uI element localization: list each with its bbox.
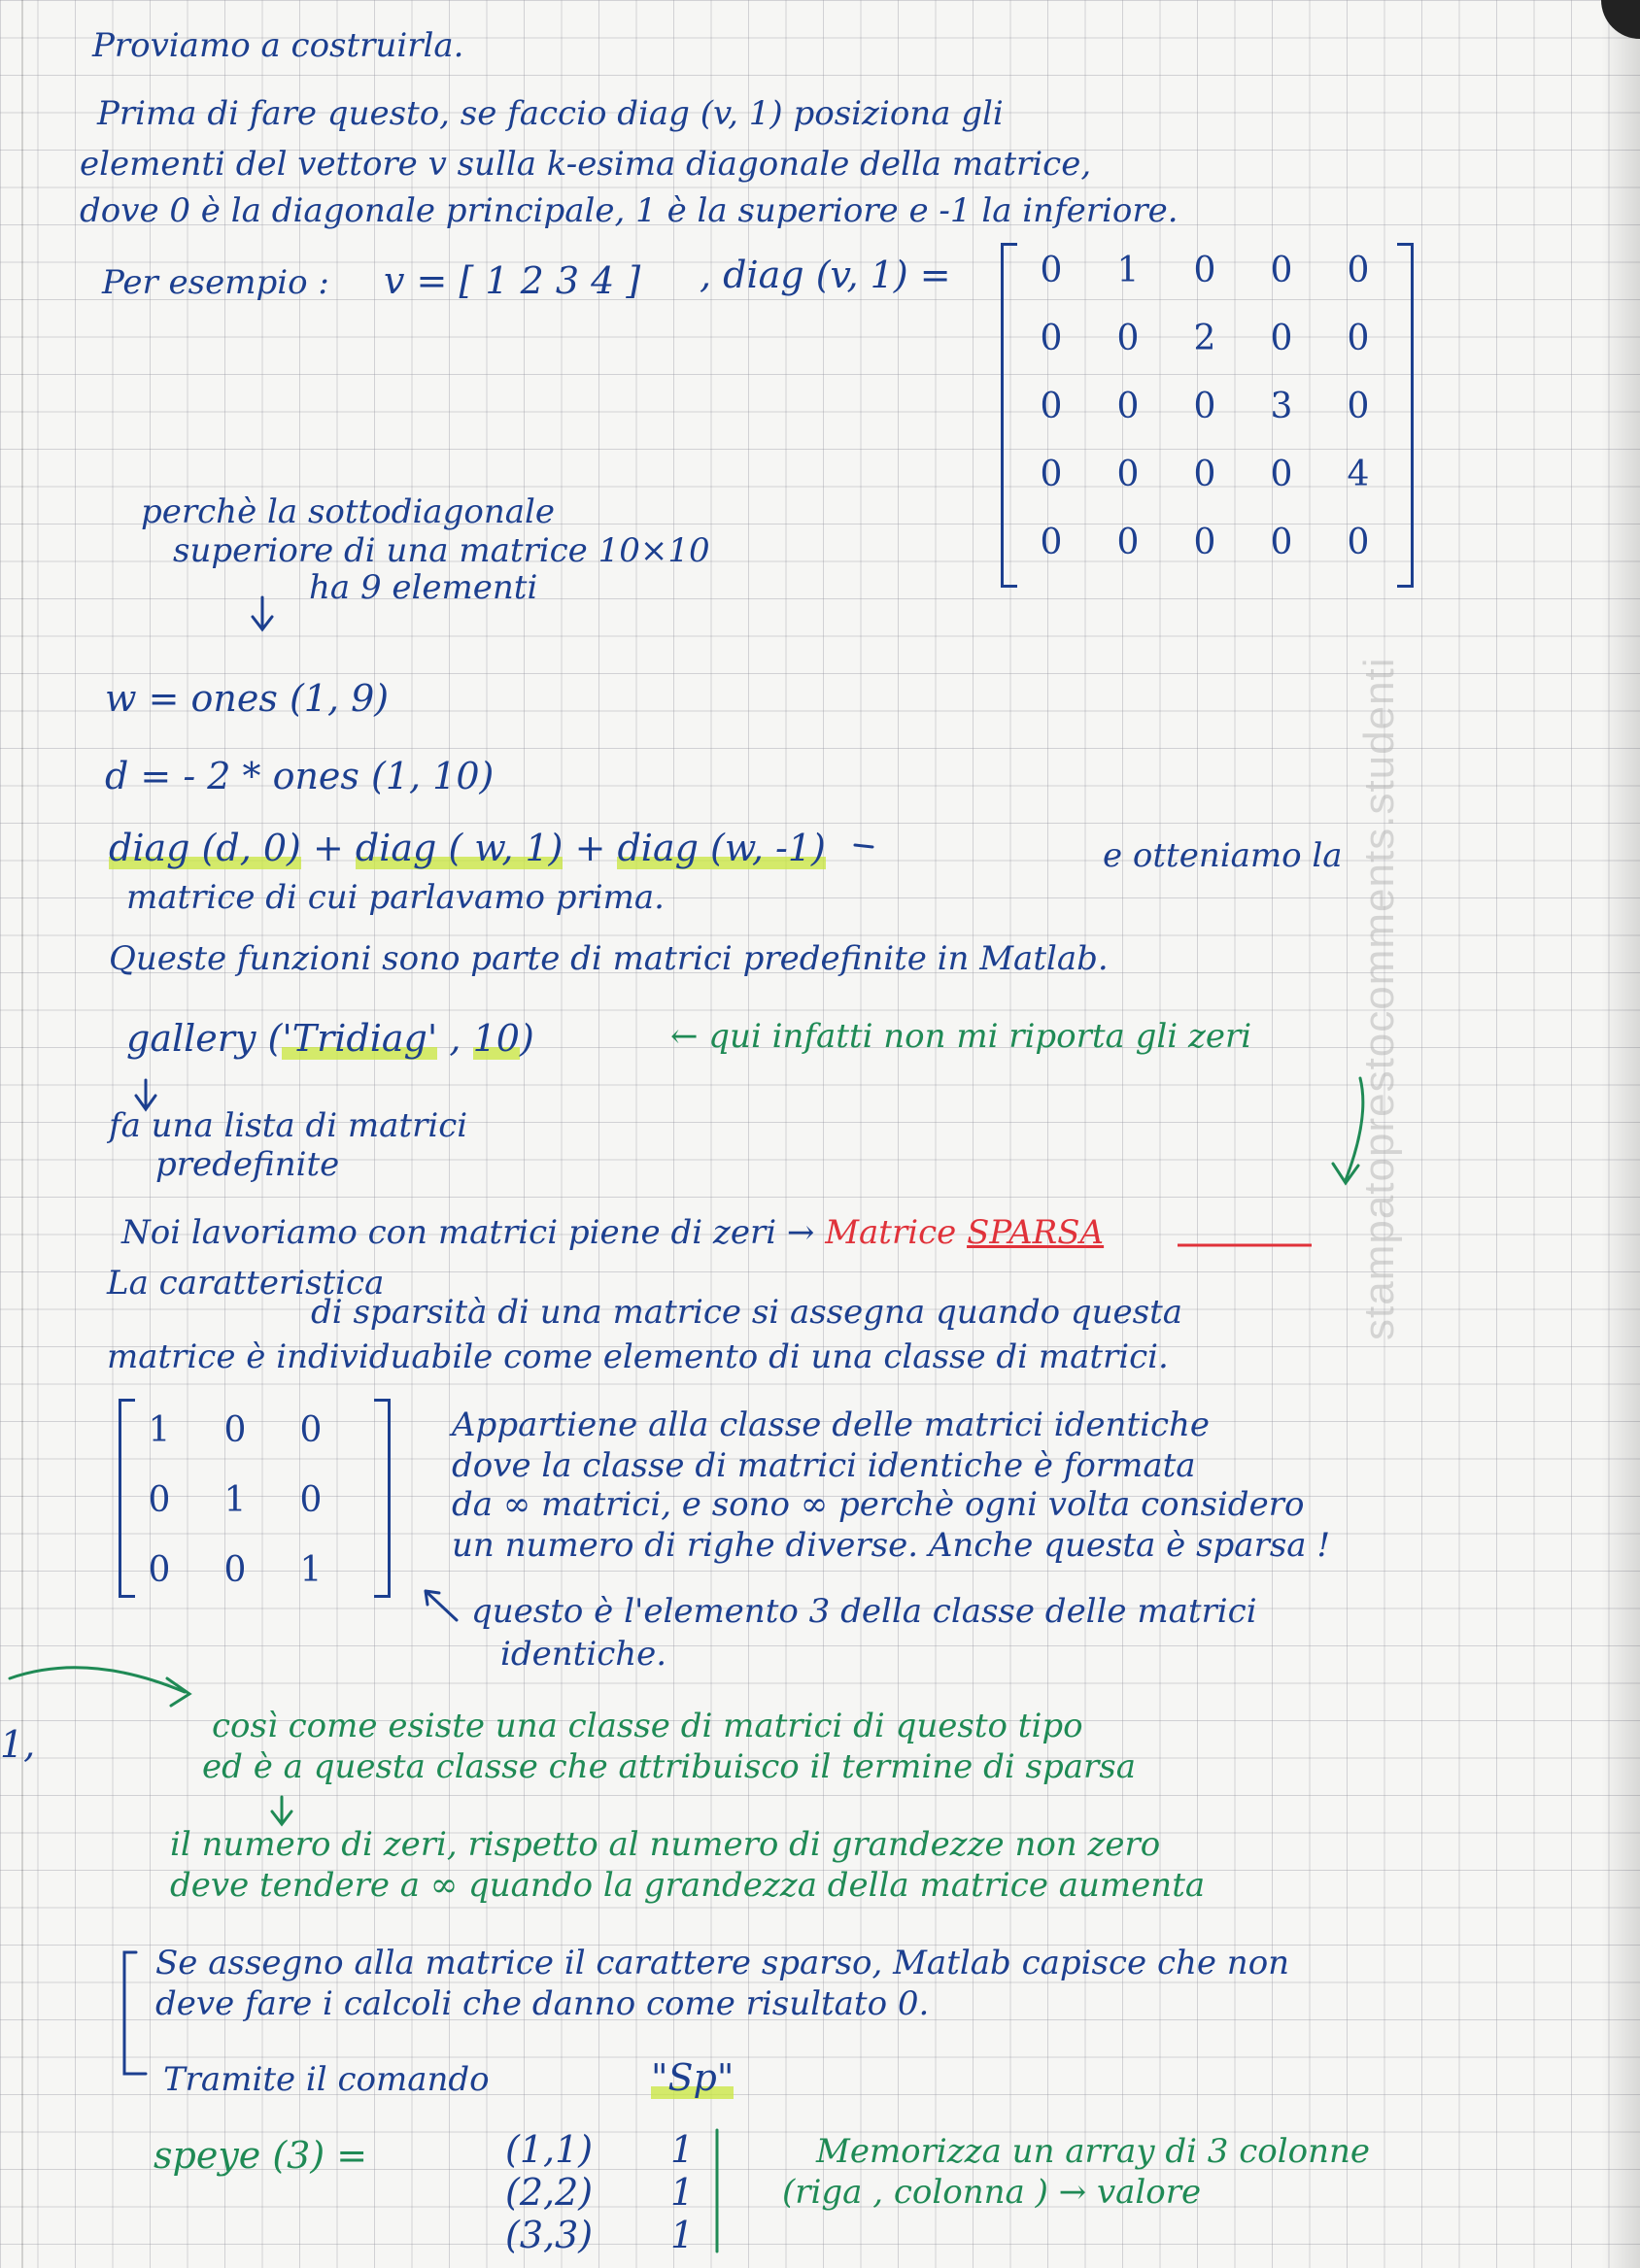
matrix-cell: 0 xyxy=(1347,251,1370,290)
text-line: Se assegno alla matrice il carattere sparso, Matlab capisce che non xyxy=(155,1944,1290,1982)
note-line: perchè la sottodiagonale xyxy=(141,492,555,531)
highlight-diag-w-down: diag (w, -1) xyxy=(617,827,826,869)
matrix-cell: 0 xyxy=(1116,523,1140,562)
matrix-cell: 0 xyxy=(1040,251,1063,290)
text-line: il numero di zeri, rispetto al numero di grandezze non zero xyxy=(170,1825,1161,1864)
gallery-note: ← qui infatti non mi riporta gli zeri xyxy=(670,1017,1252,1056)
matrix-cell: 0 xyxy=(1116,387,1140,426)
text-line: Memorizza un array di 3 colonne xyxy=(816,2132,1370,2171)
text-line: matrice è individuabile come elemento di una classe di matrici. xyxy=(107,1337,1169,1376)
text-line: da ∞ matrici, e sono ∞ perchè ogni volta considero xyxy=(452,1485,1305,1524)
example-vector: v = [ 1 2 3 4 ] xyxy=(384,259,641,302)
text-line: dove la classe di matrici identiche è formata xyxy=(452,1446,1196,1485)
highlight-ten: 10 xyxy=(472,1017,520,1060)
text-line: ed è a questa classe che attribuisco il termine di sparsa xyxy=(202,1747,1137,1786)
matrix-cell: 0 xyxy=(1347,387,1370,426)
speye-call: speye (3) = xyxy=(154,2134,368,2177)
matrix-cell: 0 xyxy=(1040,523,1063,562)
matrix-cell: 0 xyxy=(1040,455,1063,494)
matrix-cell: 3 xyxy=(1270,387,1293,426)
matrix-cell: 0 xyxy=(223,1550,247,1590)
text-line: Tramite il comando xyxy=(163,2060,490,2099)
text-line: Appartiene alla classe delle matrici identiche xyxy=(452,1405,1211,1444)
note-line: ha 9 elementi xyxy=(309,568,538,607)
paren: ) xyxy=(519,1017,534,1060)
matrix-cell: 0 xyxy=(1116,319,1140,358)
matrix-cell: 0 xyxy=(1270,455,1293,494)
matrix-cell: 0 xyxy=(148,1550,171,1590)
speye-value: 1 xyxy=(670,2214,695,2256)
matrix-cell: 0 xyxy=(1193,251,1216,290)
matrix-cell: 1 xyxy=(299,1550,323,1590)
highlight-sp: "Sp" xyxy=(651,2056,735,2099)
example-diag-call: , diag (v, 1) = xyxy=(700,254,951,296)
text-line: matrice di cui parlavamo prima. xyxy=(126,878,665,917)
left-margin-text: 1, xyxy=(0,1723,36,1766)
arrow-down-icon xyxy=(272,1797,291,1824)
matrix-cell: 0 xyxy=(223,1410,247,1450)
text-line: La caratteristica xyxy=(107,1264,385,1303)
matrix-cell: 0 xyxy=(1347,319,1370,358)
matrix-cell: 1 xyxy=(1116,251,1140,290)
matrix-cell: 0 xyxy=(148,1480,171,1520)
arrow-down-icon xyxy=(136,1080,155,1109)
text-line: Queste funzioni sono parte di matrici predefinite in Matlab. xyxy=(109,939,1109,978)
text-line: e otteniamo la xyxy=(1103,836,1343,875)
arrow-down-icon xyxy=(253,597,272,629)
formula-d: d = - 2 * ones (1, 10) xyxy=(105,755,495,797)
matrix-cell: 4 xyxy=(1347,455,1370,494)
matrix-cell: 2 xyxy=(1193,319,1216,358)
matrix-cell: 0 xyxy=(1116,455,1140,494)
text-line: (riga , colonna ) → valore xyxy=(782,2173,1202,2212)
highlight-diag-d: diag (d, 0) xyxy=(109,827,301,869)
speye-index: (1,1) xyxy=(505,2128,594,2171)
note-line: fa una lista di matrici xyxy=(109,1106,468,1145)
arrow-up-left-icon xyxy=(426,1591,457,1620)
sparse-intro: Noi lavoriamo con matrici piene di zeri xyxy=(121,1213,777,1252)
matrix-cell: 0 xyxy=(1040,387,1063,426)
note-line: superiore di una matrice 10×10 xyxy=(173,531,710,570)
sparse-label-strong: SPARSA xyxy=(967,1213,1105,1252)
arrow-curved-right-icon xyxy=(10,1668,189,1706)
speye-index: (3,3) xyxy=(505,2214,594,2256)
matrix-cell: 0 xyxy=(1347,523,1370,562)
plus-sign: + xyxy=(563,827,618,869)
sparse-label: Matrice xyxy=(825,1213,968,1252)
text-line: Prima di fare questo, se faccio diag (v, 1) posiziona gli xyxy=(97,94,1004,133)
arrow-curved-down-icon xyxy=(1333,1078,1363,1183)
highlight-diag-w-up: diag ( w, 1) xyxy=(355,827,564,869)
matrix-cell: 0 xyxy=(1270,319,1293,358)
bracket-icon xyxy=(124,1952,146,2074)
matrix-cell: 0 xyxy=(1270,251,1293,290)
text-line: deve fare i calcoli che danno come risultato 0. xyxy=(155,1984,930,2023)
formula-w: w = ones (1, 9) xyxy=(105,677,390,720)
note-line: predefinite xyxy=(155,1145,340,1184)
matrix-cell: 0 xyxy=(299,1410,323,1450)
text-line: deve tendere a ∞ quando la grandezza della matrice aumenta xyxy=(170,1866,1206,1905)
text-line: identiche. xyxy=(500,1635,667,1674)
speye-value: 1 xyxy=(670,2171,695,2214)
matrix-cell: 0 xyxy=(299,1480,323,1520)
plus-sign: + xyxy=(300,827,356,869)
text-line: dove 0 è la diagonale principale, 1 è la superiore e -1 la inferiore. xyxy=(80,191,1179,230)
example-label: Per esempio : xyxy=(102,263,329,302)
matrix-cell: 0 xyxy=(1193,523,1216,562)
text-line: elementi del vettore v sulla k-esima diagonale della matrice, xyxy=(80,145,1092,184)
text-line: così come esiste una classe di matrici di questo tipo xyxy=(212,1707,1083,1745)
matrix-cell: 0 xyxy=(1193,387,1216,426)
arrow-right-icon: → xyxy=(786,1213,815,1252)
matrix-cell: 0 xyxy=(1040,319,1063,358)
text-line: un numero di righe diverse. Anche questa è sparsa ! xyxy=(452,1526,1331,1565)
matrix-cell: 0 xyxy=(1193,455,1216,494)
speye-index: (2,2) xyxy=(505,2171,594,2214)
highlight-tridiag: 'Tridiag' xyxy=(282,1017,438,1060)
matrix-cell: 1 xyxy=(223,1480,247,1520)
text-line: questo è l'elemento 3 della classe delle matrici xyxy=(471,1592,1257,1631)
gallery-fn: gallery ( xyxy=(126,1017,283,1060)
matrix-cell: 0 xyxy=(1270,523,1293,562)
watermark: stampatoprestocomments.studenti xyxy=(1355,657,1403,1340)
comma: , xyxy=(437,1017,473,1060)
heading-line: Proviamo a costruirla. xyxy=(92,26,464,65)
text-line: di sparsità di una matrice si assegna quando questa xyxy=(311,1293,1183,1332)
matrix-cell: 1 xyxy=(148,1410,171,1450)
speye-value: 1 xyxy=(670,2128,695,2171)
